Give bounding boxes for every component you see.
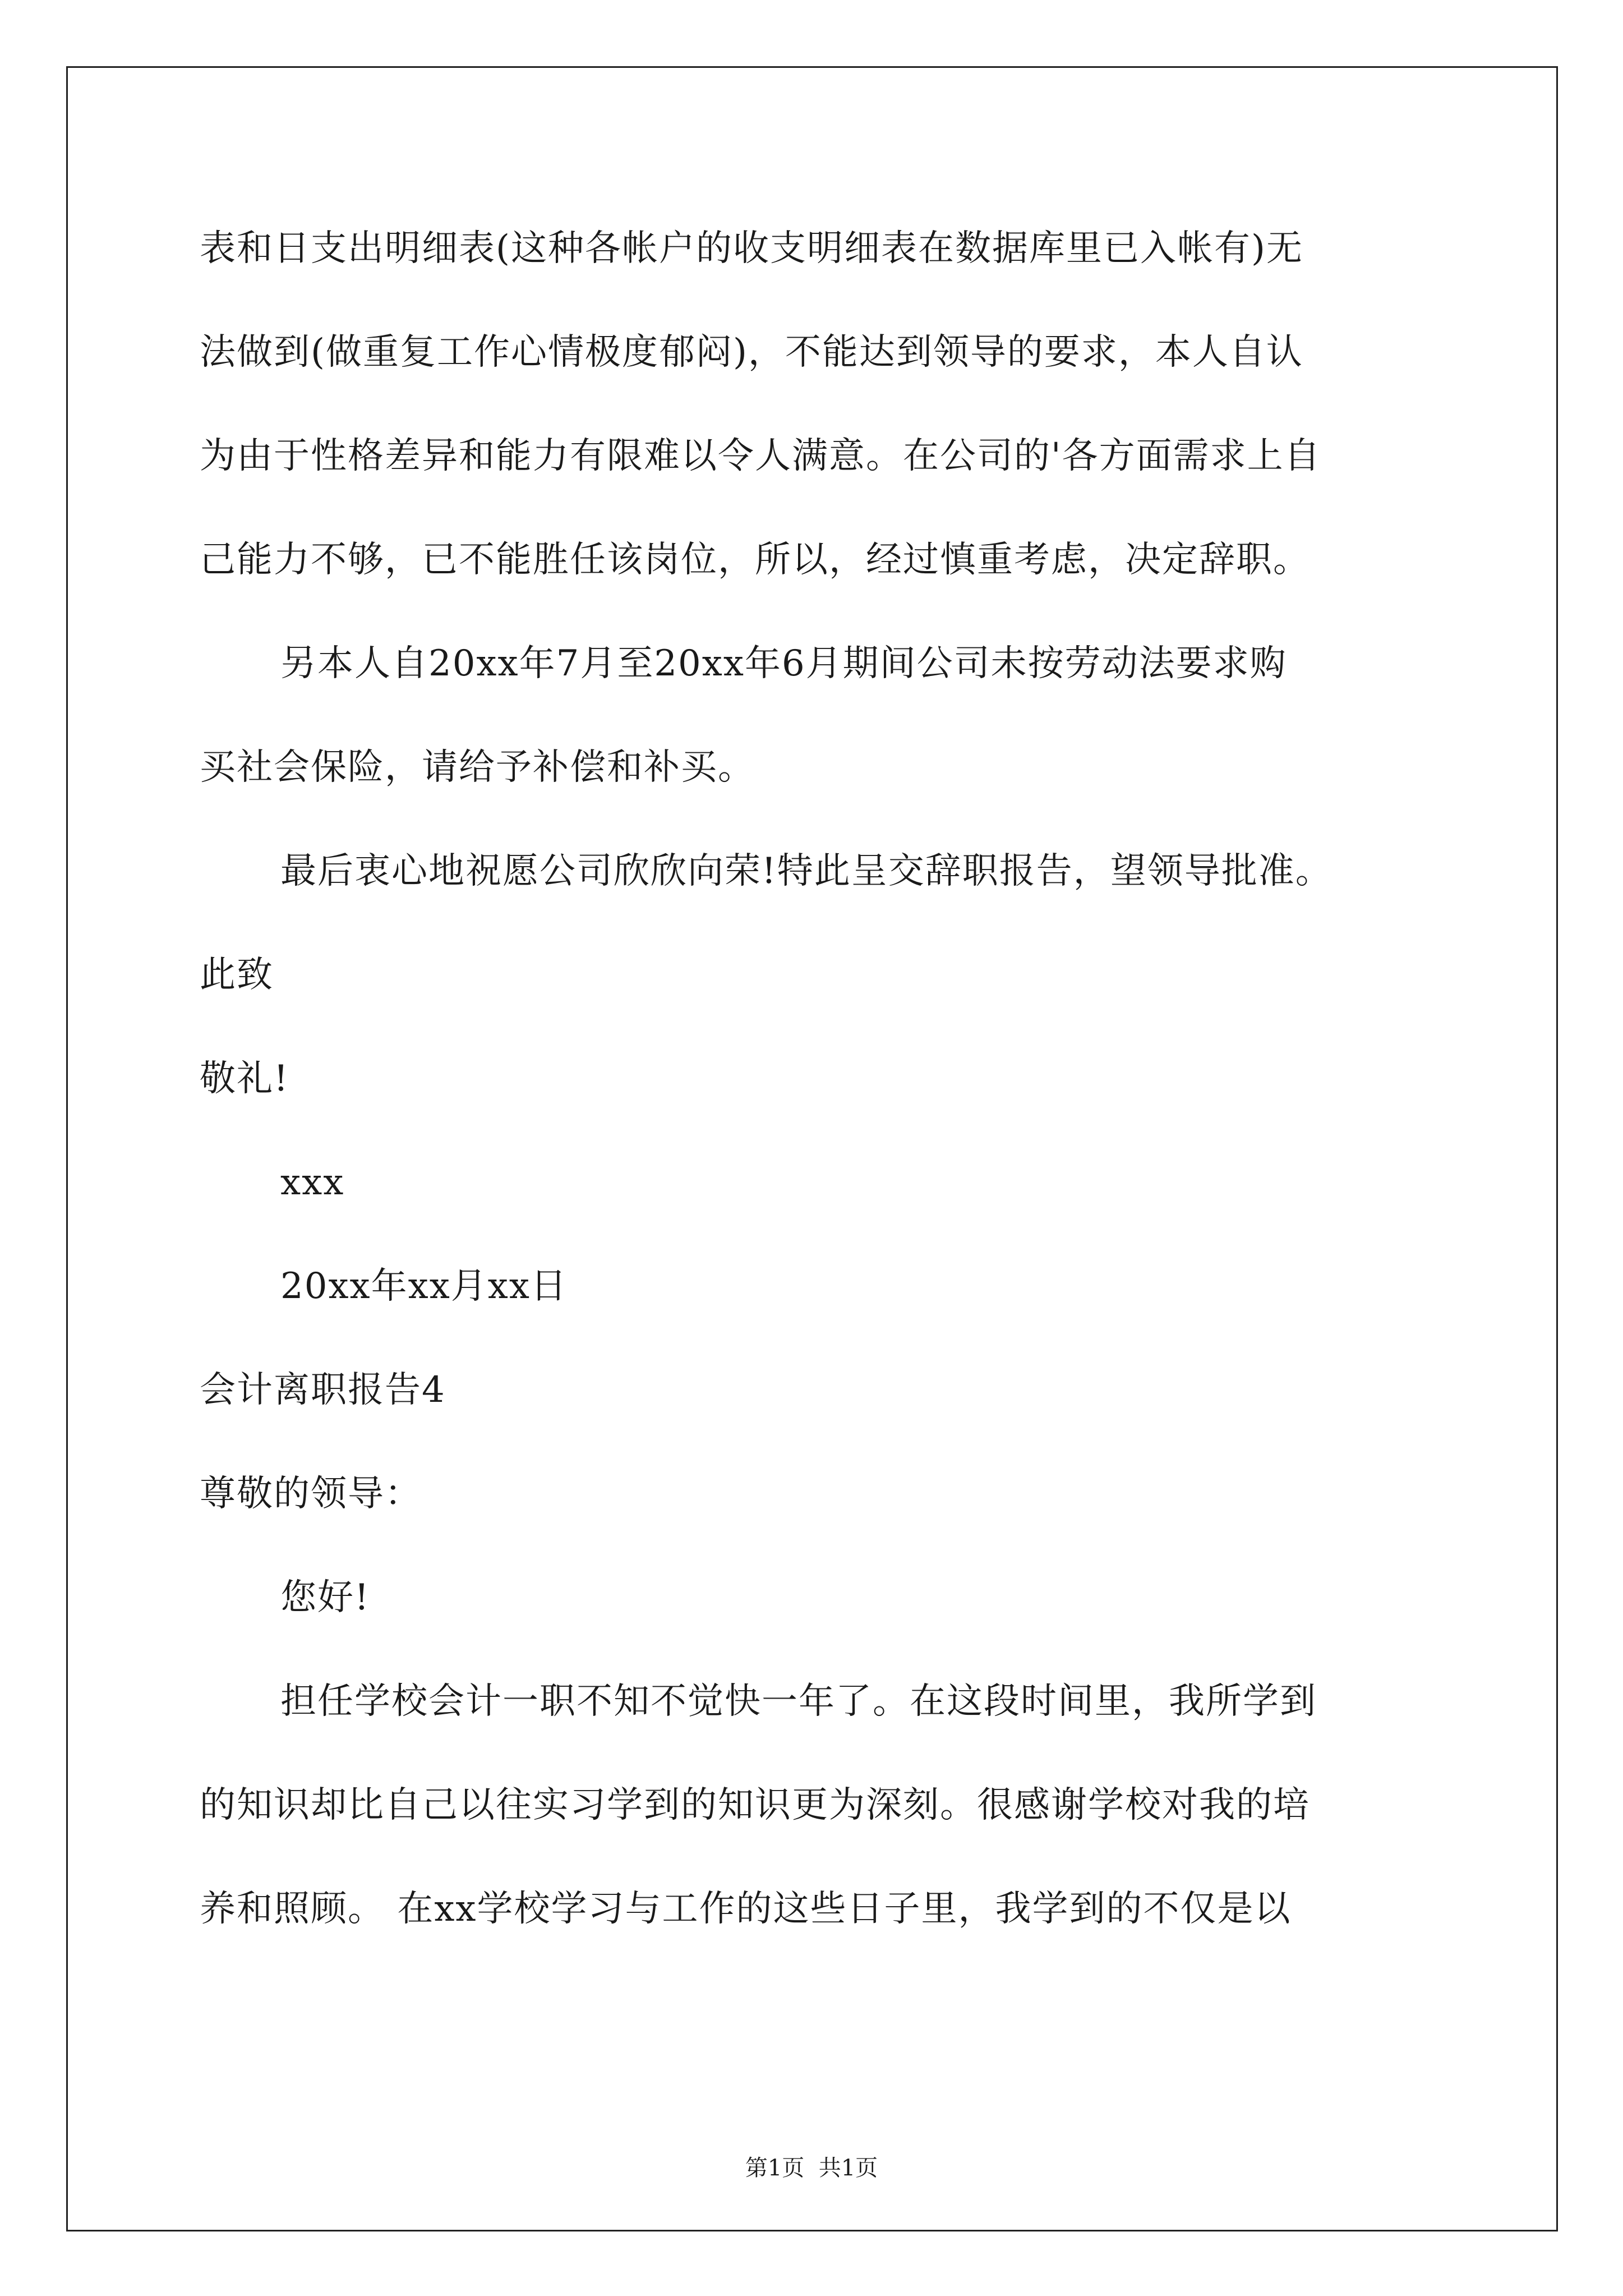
body-line-16: 的知识却比自己以往实习学到的知识更为深刻。很感谢学校对我的培	[200, 1784, 1310, 1826]
greeting: 您好!	[280, 1577, 370, 1618]
body-line-2: 法做到(做重复工作心情极度郁闷)，不能达到领导的要求，本人自认	[200, 332, 1303, 373]
signature-date: 20xx年xx月xx日	[280, 1266, 568, 1307]
letter-salutation: 尊敬的领导：	[200, 1473, 422, 1515]
section-heading: 会计离职报告4	[200, 1369, 446, 1411]
body-line-15: 担任学校会计一职不知不觉快一年了。在这段时间里，我所学到	[280, 1681, 1317, 1722]
body-line-1: 表和日支出明细表(这种各帐户的收支明细表在数据库里已入帐有)无	[200, 228, 1303, 269]
body-line-3: 为由于性格差异和能力有限难以令人满意。在公司的'各方面需求上自	[200, 435, 1321, 477]
signature-name: xxx	[280, 1162, 345, 1203]
body-line-4: 己能力不够，已不能胜任该岗位，所以，经过慎重考虑，决定辞职。	[200, 539, 1310, 581]
closing-salutation: 此致	[200, 954, 274, 996]
closing-regards: 敬礼!	[200, 1058, 289, 1099]
page-number-footer: 第1页 共1页	[745, 2155, 878, 2181]
body-line-7: 最后衷心地祝愿公司欣欣向荣!特此呈交辞职报告，望领导批准。	[280, 850, 1332, 892]
body-line-5: 另本人自20xx年7月至20xx年6月期间公司未按劳动法要求购	[280, 643, 1287, 684]
body-line-6: 买社会保险，请给予补偿和补买。	[200, 747, 755, 788]
body-line-17: 养和照顾。 在xx学校学习与工作的这些日子里，我学到的不仅是以	[200, 1888, 1292, 1930]
